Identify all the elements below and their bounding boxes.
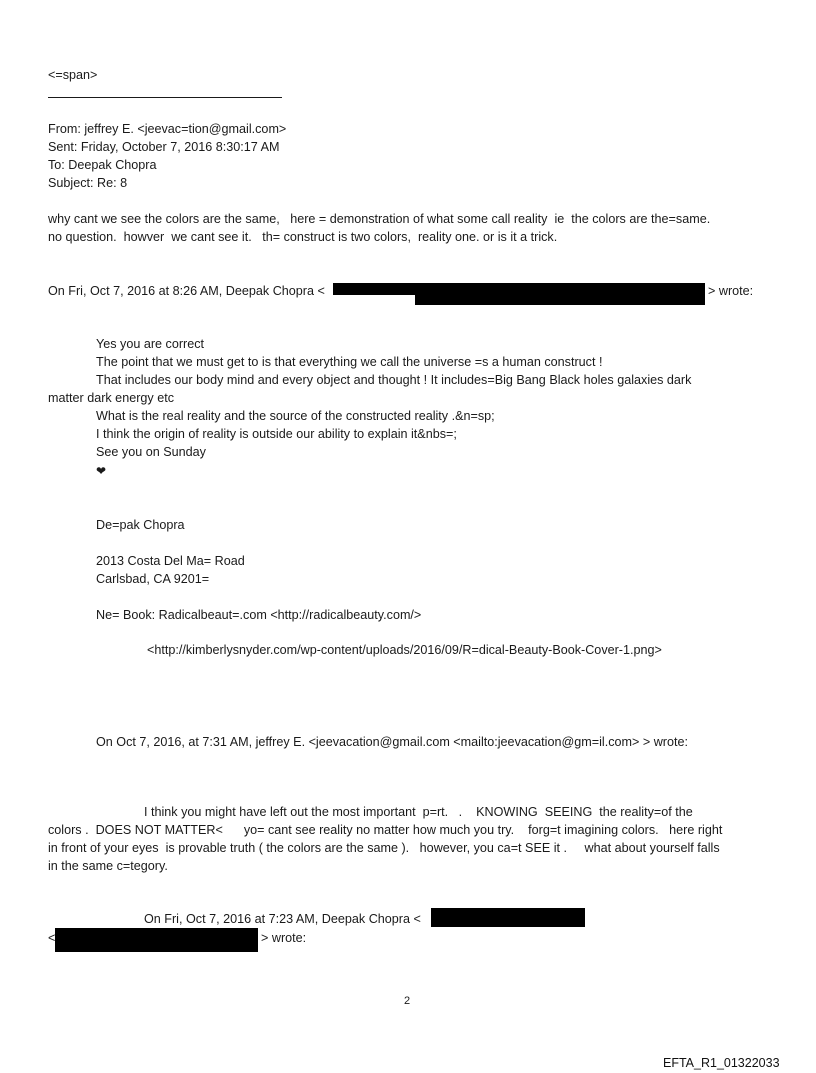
- signature-image-link: <http://kimberlysnyder.com/wp-content/uploads/2016/09/R=dical-Beauty-Book-Cover-1.png>: [147, 643, 662, 657]
- quote-header-prefix: On Fri, Oct 7, 2016 at 8:26 AM, Deepak Chopra <: [48, 284, 325, 298]
- redaction-box: [431, 908, 585, 927]
- reply-line: in the same c=tegory.: [48, 859, 168, 873]
- reply-line: The point that we must get to is that everything we call the universe =s a human construct !: [96, 355, 603, 369]
- heart-icon: ❤: [96, 464, 107, 478]
- reply-line: in front of your eyes is provable truth ( the colors are the same ). however, you ca=t SEE it . what about yourself falls: [48, 841, 720, 855]
- reply-line: See you on Sunday: [96, 445, 206, 459]
- body-line: why cant we see the colors are the same, here = demonstration of what some call reality ie the colors are the=same.: [48, 212, 711, 226]
- header-divider: [48, 97, 282, 98]
- quote-header-line2-prefix: <: [48, 931, 56, 945]
- sent-line: Sent: Friday, October 7, 2016 8:30:17 AM: [48, 140, 280, 154]
- signature-name: De=pak Chopra: [96, 518, 185, 532]
- reply-line: colors . DOES NOT MATTER< yo= cant see reality no matter how much you try. forg=t imagining colors. here right: [48, 823, 723, 837]
- subject-line: Subject: Re: 8: [48, 176, 128, 190]
- span-tag-text: <=span>: [48, 68, 98, 82]
- reply-line: matter dark energy etc: [48, 391, 174, 405]
- signature-address-2: Carlsbad, CA 9201=: [96, 572, 210, 586]
- document-id: EFTA_R1_01322033: [663, 1056, 780, 1070]
- page-number: 2: [404, 995, 411, 1007]
- from-line: From: jeffrey E. <jeevac=tion@gmail.com>: [48, 122, 287, 136]
- reply-line: Yes you are correct: [96, 337, 205, 351]
- reply-line: I think the origin of reality is outside our ability to explain it&nbs=;: [96, 427, 457, 441]
- signature-book-link: Ne= Book: Radicalbeaut=.com <http://radicalbeauty.com/>: [96, 608, 422, 622]
- to-line: To: Deepak Chopra: [48, 158, 157, 172]
- reply-line: What is the real reality and the source of the constructed reality .&n=sp;: [96, 409, 495, 423]
- reply-line: I think you might have left out the most important p=rt. . KNOWING SEEING the reality=of the: [144, 805, 693, 819]
- signature-address-1: 2013 Costa Del Ma= Road: [96, 554, 245, 568]
- quote-header-prefix: On Fri, Oct 7, 2016 at 7:23 AM, Deepak Chopra <: [144, 912, 421, 926]
- quote-header-suffix: > wrote:: [708, 284, 754, 298]
- redaction-box: [415, 290, 705, 305]
- body-line: no question. howver we cant see it. th= construct is two colors, reality one. or is it a trick.: [48, 230, 558, 244]
- reply-line: That includes our body mind and every object and thought ! It includes=Big Bang Black holes galaxies dark: [96, 373, 692, 387]
- quote-header-2: On Oct 7, 2016, at 7:31 AM, jeffrey E. <jeevacation@gmail.com <mailto:jeevacation@gm=il.com> > wrote:: [96, 735, 688, 749]
- redaction-box: [55, 928, 258, 952]
- quote-header-line2-suffix: > wrote:: [261, 931, 307, 945]
